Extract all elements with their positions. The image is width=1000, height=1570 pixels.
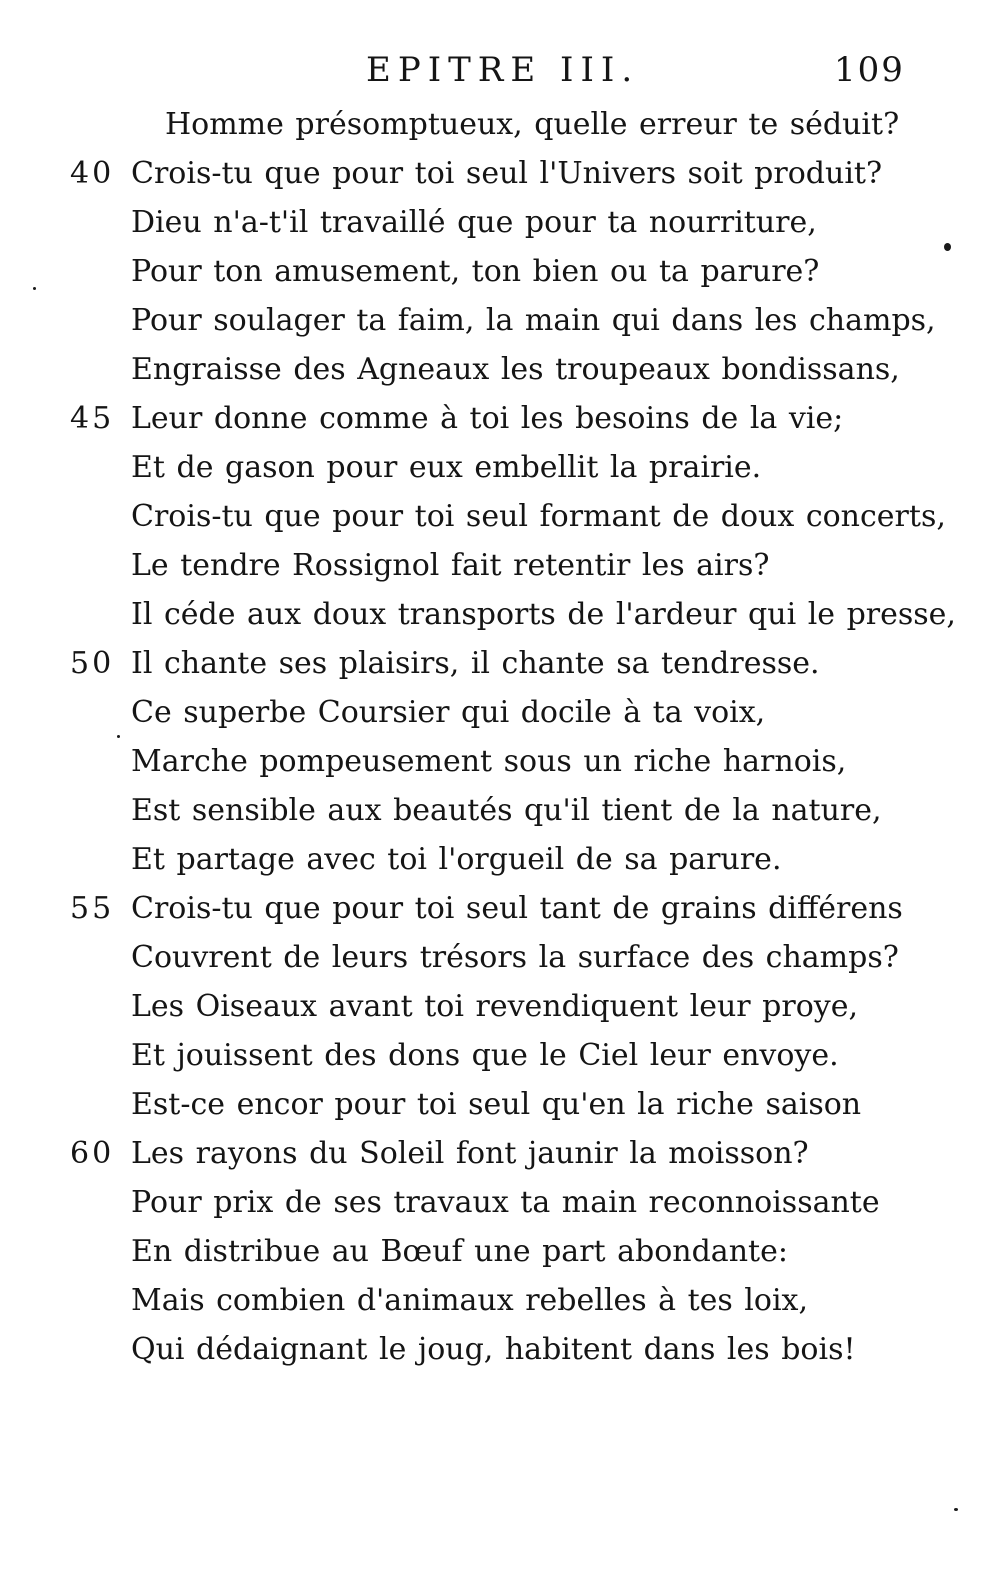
verse-line [0,1129,1000,1178]
ink-speck [117,735,120,738]
verse-line [0,933,1000,982]
verse-line [0,198,1000,247]
page-number: 109 [834,50,905,90]
line-text: Les Oiseaux avant toi revendiquent leur proye, [131,989,858,1024]
line-text: Pour soulager ta faim, la main qui dans les champs, [131,303,936,338]
line-text: Couvrent de leurs trésors la surface des champs? [131,940,899,975]
verse-line [0,100,1000,149]
verse-line [0,1178,1000,1227]
ink-speck [954,1508,958,1511]
line-text: Marche pompeusement sous un riche harnois, [131,744,847,779]
line-text: Mais combien d'animaux rebelles à tes loix, [131,1283,809,1318]
line-text: Ce superbe Coursier qui docile à ta voix, [131,695,766,730]
verse-line [0,1276,1000,1325]
ink-speck [33,287,36,290]
verse-line [0,296,1000,345]
verse-line [0,737,1000,786]
line-text: En distribue au Bœuf une part abondante: [131,1234,788,1269]
verse-line [0,639,1000,688]
ink-speck [944,243,951,251]
verse-line [0,492,1000,541]
verse-line [0,541,1000,590]
verse-line [0,688,1000,737]
verse-line [0,786,1000,835]
verse-line [0,1080,1000,1129]
line-number: 45 [70,401,115,436]
verse-line [0,884,1000,933]
line-text: Leur donne comme à toi les besoins de la vie; [131,401,844,436]
line-text: Pour prix de ses travaux ta main reconnoissante [131,1185,880,1220]
verse-line [0,1227,1000,1276]
line-text: Pour ton amusement, ton bien ou ta parure? [131,254,820,289]
line-text: Le tendre Rossignol fait retentir les airs? [131,548,770,583]
verse-line [0,835,1000,884]
verse-line [0,394,1000,443]
line-number: 60 [70,1136,115,1171]
verse-line [0,247,1000,296]
line-text: Homme présomptueux, quelle erreur te séduit? [165,107,900,142]
line-text: Qui dédaignant le joug, habitent dans les bois! [131,1332,856,1367]
line-text: Et de gason pour eux embellit la prairie. [131,450,762,485]
line-text: Et partage avec toi l'orgueil de sa parure. [131,842,782,877]
verse-line [0,1325,1000,1374]
line-text: Crois-tu que pour toi seul tant de grains différens [131,891,903,926]
running-head [0,50,1000,94]
verse-line [0,345,1000,394]
line-text: Et jouissent des dons que le Ciel leur envoye. [131,1038,839,1073]
line-text: Est-ce encor pour toi seul qu'en la riche saison [131,1087,862,1122]
running-title: EPITRE III. [366,50,640,90]
line-text: Crois-tu que pour toi seul l'Univers soit produit? [131,156,883,191]
line-text: Il céde aux doux transports de l'ardeur qui le presse, [131,597,956,632]
line-text: Crois-tu que pour toi seul formant de doux concerts, [131,499,946,534]
verse-line [0,590,1000,639]
line-text: Engraisse des Agneaux les troupeaux bondissans, [131,352,900,387]
verse-line [0,1031,1000,1080]
line-number: 40 [70,156,115,191]
line-number: 55 [70,891,115,926]
line-text: Il chante ses plaisirs, il chante sa tendresse. [131,646,820,681]
verse-line [0,149,1000,198]
line-text: Dieu n'a-t'il travaillé que pour ta nourriture, [131,205,817,240]
verse-block [0,100,1000,1374]
line-text: Est sensible aux beautés qu'il tient de la nature, [131,793,882,828]
line-number: 50 [70,646,115,681]
line-text: Les rayons du Soleil font jaunir la moisson? [131,1136,809,1171]
verse-line [0,443,1000,492]
verse-line [0,982,1000,1031]
